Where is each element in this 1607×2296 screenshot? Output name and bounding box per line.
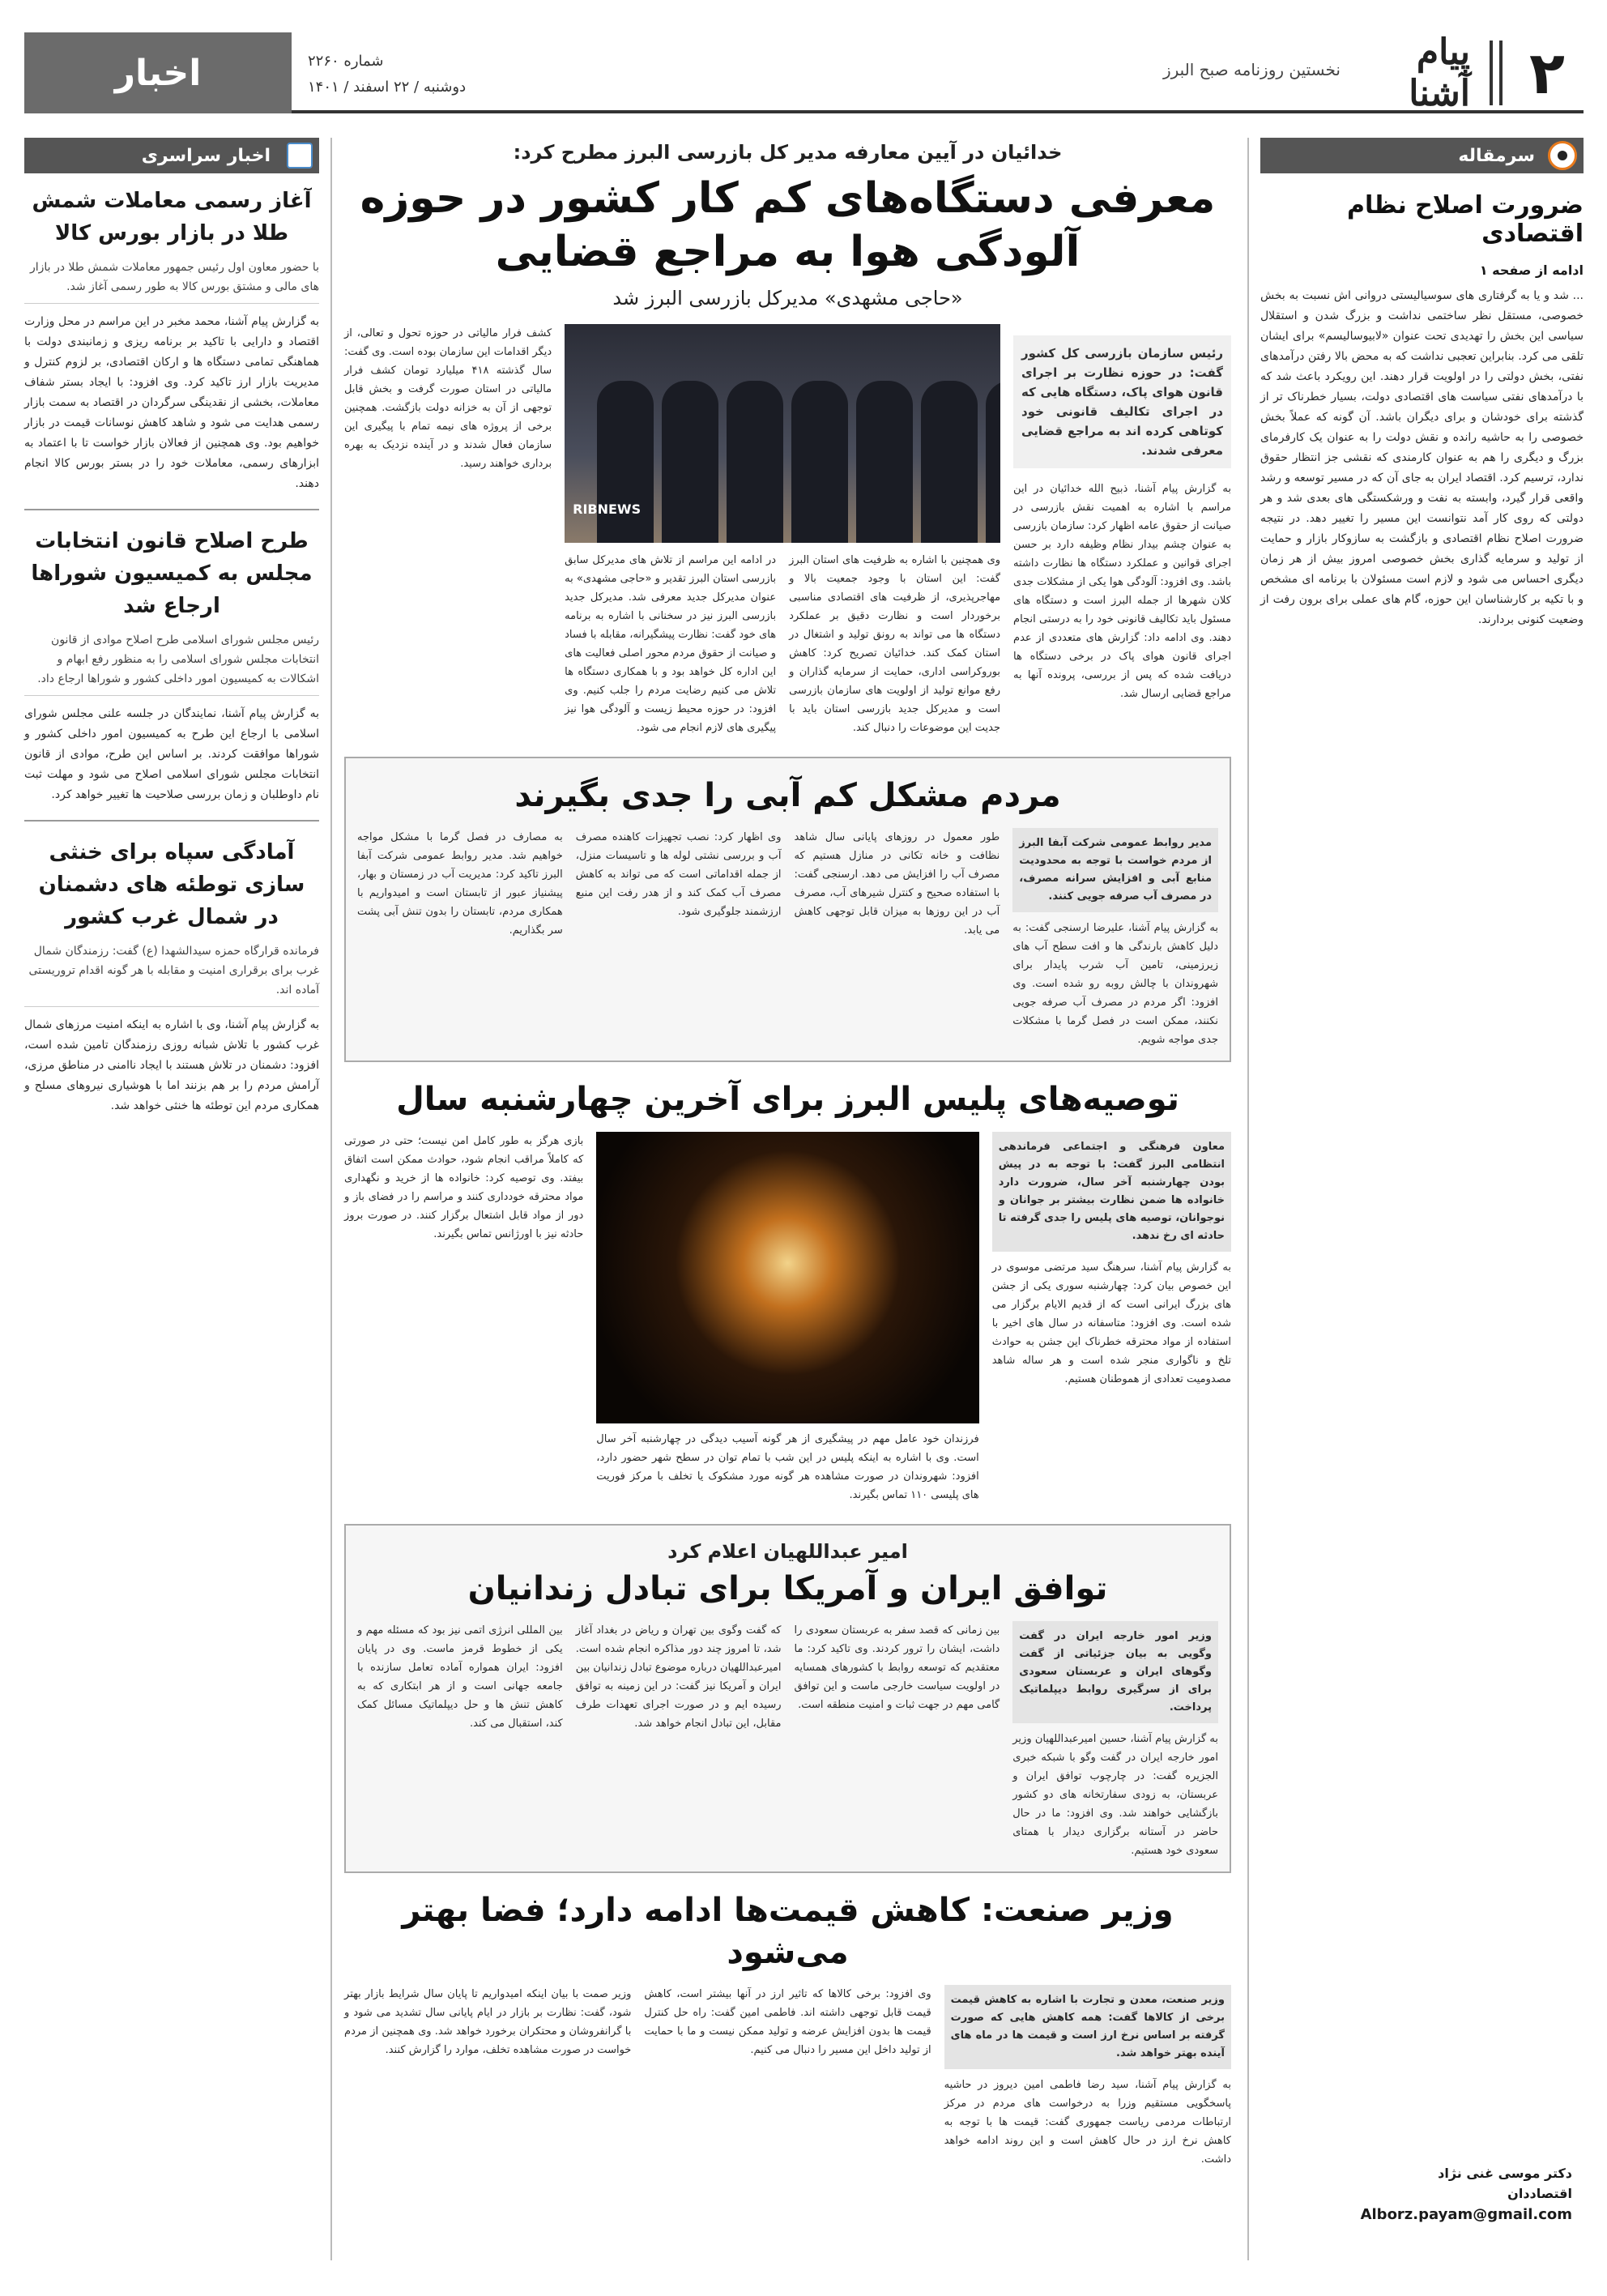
author-block <box>1260 2166 1572 2228</box>
prisoners-col-2: بین زمانی که قصد سفر به عربستان سعودی را داشت، ایشان را ترور کردند. وی تاکید کرد: ما معتقدیم که توسعه روابط با کشورهای همسایه در اولویت سیاست خارجی ماست و این توافق گامی مهم در جهت ثبات و امنیت منطقه است. <box>794 1624 1000 1711</box>
inspection-subhead: «حاجی مشهدی» مدیرکل بازرسی البرز شد <box>612 287 963 309</box>
divider <box>24 820 319 822</box>
police-col-1: به گزارش پیام آشنا، سرهنگ سید مرتضی موسوی در این خصوص بیان کرد: چهارشنبه سوری یکی از جشن های بزرگ ایرانی است که از قدیم الایام برگزار می شده است. وی افزود: متاسفانه در سال های اخیر با استفاده از مواد محترقه خطرناک این جشن به حوادث تلخ و ناگواری منجر شده است و هر ساله شاهد مصدومیت تعدادی از هموطنان هستیم. <box>991 1261 1231 1385</box>
photo-credit: RIBNEWS <box>573 501 642 517</box>
notebook-icon <box>287 143 313 169</box>
person-silhouette <box>791 381 848 543</box>
inspection-body <box>344 324 1231 737</box>
election-story-lead: رئیس مجلس شورای اسلامی طرح اصلاح موادی از قانون انتخابات مجلس شورای اسلامی را به منظور رفع ابهام و اشکالات به کمیسیون امور داخلی کشور و شوراها ارجاع داد. <box>24 630 319 696</box>
industry-story <box>344 1889 1231 2169</box>
gold-story-lead: با حضور معاون اول رئیس جمهور معاملات شمش طلا در بازار های مالی و مشتق بورس کالا به طور رسمی آغاز شد. <box>24 258 319 304</box>
industry-lead: وزیر صنعت، معدن و تجارت با اشاره به کاهش قیمت برخی از کالاها گفت: همه کاهش هایی که صورت گرفته بر اساس نرخ ارز است و قیمت ها در ماه های آینده بهتر خواهد شد. <box>944 1985 1231 2069</box>
water-col-1: به گزارش پیام آشنا، علیرضا ارسنجی گفت: به دلیل کاهش بارندگی ها و افت سطح آب های زیرزمینی، تامین آب شرب پایدار برای شهروندان با چالش روبه رو شده است. وی افزود: اگر مردم در مصرف آب صرفه جویی نکنند، ممکن است در فصل گرما با مشکلات جدی مواجه شویم. <box>1012 922 1218 1046</box>
water-headline: مردم مشکل کم آبی را جدی بگیرند <box>514 777 1061 814</box>
prisoners-kicker: امیر عبداللهیان اعلام کرد <box>667 1540 908 1563</box>
police-lead: معاون فرهنگی و اجتماعی فرماندهی انتظامی البرز گفت: با توجه به در پیش بودن چهارشنبه آخر سال، ضرورت دارد خانواده ها ضمن نظارت بیشتر بر جوانان و نوجوانان، توصیه های پلیس را جدی گرفته تا حادثه ای رخ ندهد. <box>992 1132 1231 1252</box>
prisoners-headline: توافق ایران و آمریکا برای تبادل زندانیان <box>467 1570 1108 1607</box>
fire-spinning-photo <box>596 1132 978 1423</box>
industry-col-2: وی افزود: برخی کالاها که تاثیر ارز در آنها بیشتر است، کاهش قیمت قابل توجهی داشته اند. فاطمی امین گفت: راه حل کنترل قیمت ها بدون افزایش عرضه و تولید ممکن نیست و ما با حمایت از تولید داخل این مسیر را دنبال می کنیم. <box>644 1988 931 2056</box>
election-story-title: طرح اصلاح قانون انتخابات مجلس به کمیسیون شوراها ارجاع شد <box>31 529 313 618</box>
editorial-tag <box>1260 138 1584 173</box>
section-label: اخبار <box>24 32 292 113</box>
inspection-kicker: خدائیان در آیین معارفه مدیر کل بازرسی البرز مطرح کرد: <box>513 141 1063 164</box>
eye-icon <box>1548 141 1577 170</box>
national-news-column <box>24 138 332 2260</box>
police-headline: توصیه‌های پلیس البرز برای آخرین چهارشنبه سال <box>396 1081 1179 1118</box>
inspection-story <box>344 141 1231 737</box>
gold-story-title: آغاز رسمی معاملات شمش طلا در بازار بورس کالا <box>32 189 312 245</box>
continued-label: ادامه از صفحه ۱ <box>1479 262 1584 278</box>
contact-email[interactable]: Alborz.payam@gmail.com <box>1360 2206 1572 2223</box>
industry-col-1: به گزارش پیام آشنا، سید رضا فاطمی امین دیروز در حاشیه پاسخگویی مستقیم وزرا به درخواست های مردم در مرکز ارتباطات مردمی ریاست جمهوری گفت: قیمت ها با توجه به کاهش نرخ ارز در حال کاهش است و این روند ادامه خواهد داشت. <box>944 2079 1231 2166</box>
masthead <box>24 32 1584 113</box>
page-number: ۲ <box>1529 39 1565 107</box>
industry-col-3: وزیر صمت با بیان اینکه امیدواریم تا پایان سال شرایط بازار بهتر شود، گفت: نظارت بر بازار در ایام پایانی سال تشدید می شود و با گرانفروشان و محتکران برخورد خواهد شد. وی همچنین از مردم خواست در صورت مشاهده تخلف، موارد را گزارش کنند. <box>344 1988 632 2056</box>
newspaper-logo: پیام آشنا <box>1409 32 1470 114</box>
inspection-col-3: در ادامه این مراسم از تلاش های مدیرکل سابق بازرسی استان البرز تقدیر و «حاجی مشهدی» به عنوان مدیرکل جدید معرفی شد. مدیرکل جدید بازرسی البرز نیز در سخنانی با اشاره به برنامه های خود گفت: نظارت پیشگیرانه، مقابله با فساد و صیانت از حقوق مردم محور اصلی فعالیت های این اداره کل خواهد بود و با همکاری دستگاه ها تلاش می کنیم رضایت مردم را جلب کنیم. وی افزود: در حوزه محیط زیست و آلودگی هوا نیز پیگیری های لازم انجام می شود. <box>565 554 777 734</box>
person-silhouette <box>986 381 1000 543</box>
prisoners-col-3: که گفت وگوی بین تهران و ریاض در بغداد آغاز شد، تا امروز چند دور مذاکره انجام شده است. امیرعبداللهیان درباره موضوع تبادل زندانیان بین ایران و آمریکا نیز گفت: در این زمینه به توافق رسیده ایم و در صورت اجرای تعهدات طرف مقابل، این تبادل انجام خواهد شد. <box>575 1624 782 1730</box>
author-name: دکتر موسی غنی نژاد <box>1438 2166 1572 2181</box>
main-stories <box>344 138 1231 2260</box>
prisoners-col-4: بین المللی انرژی اتمی نیز بود که مسئله مهم و یکی از خطوط قرمز ماست. وی در پایان افزود: ایران همواره آماده تعامل سازنده با جامعه جهانی است و از هر ابتکاری که به کاهش تنش ها و حل دیپلماتیک مسائل کمک کند، استقبال می کند. <box>357 1624 563 1730</box>
prisoners-lead: وزیر امور خارجه ایران در گفت وگویی به بیان جزئیاتی از گفت وگوهای ایران و عربستان سعودی برای از سرگیری روابط دیپلماتیک پرداخت. <box>1012 1621 1218 1723</box>
inspection-col-4: کشف فرار مالیاتی در حوزه تحول و تعالی، از دیگر اقدامات این سازمان بوده است. وی گفت: سال گذشته ۴۱۸ میلیارد تومان کشف فرار مالیاتی در استان صورت گرفت و بخش قابل توجهی از آن به خزانه دولت بازگشت. همچنین برخی از پروژه های نیمه تمام با پیگیری این سازمان فعال شدند و در آینده نزدیک به بهره برداری خواهند رسید. <box>344 327 552 470</box>
water-col-3: وی اظهار کرد: نصب تجهیزات کاهنده مصرف آب و بررسی نشتی لوله ها و تاسیسات منزل، از جمله اقداماتی است که می تواند به کاهش مصرف آب کمک کند و از هدر رفت این منبع ارزشمند جلوگیری شود. <box>575 831 782 918</box>
person-silhouette <box>662 381 718 543</box>
water-col-2: طور معمول در روزهای پایانی سال شاهد نظافت و خانه تکانی در منازل هستیم که مصرف آب را افزایش می دهد. ارسنجی گفت: با استفاده صحیح و کنترل شیرهای آب، مصرف آب در این روزها به میزان قابل توجهی کاهش می یابد. <box>794 831 1000 937</box>
irgc-story-lead: فرمانده قرارگاه حمزه سیدالشهدا (ع) گفت: رزمندگان شمال غرب برای برقراری امنیت و مقابله با هر گونه اقدام تروریستی آماده اند. <box>24 941 319 1007</box>
water-story <box>344 757 1231 1062</box>
prisoners-col-1: به گزارش پیام آشنا، حسین امیرعبداللهیان وزیر امور خارجه ایران در گفت وگو با شبکه خبری الجزیره گفت: در چارچوب توافق ایران و عربستان، به زودی سفارتخانه های دو کشور بازگشایی خواهند شد. وی افزود: ما در حال حاضر در آستانه برگزاری دیدار با همتای سعودی خود هستیم. <box>1012 1733 1218 1857</box>
irgc-story-title: آمادگی سپاه برای خنثی سازی توطئه های دشمنان در شمال غرب کشور <box>38 840 305 929</box>
author-role: اقتصاددان <box>1507 2186 1572 2201</box>
officials-photo <box>565 324 1000 543</box>
person-silhouette <box>921 381 978 543</box>
newspaper-page <box>24 32 1584 2268</box>
issue-info <box>308 49 486 100</box>
issue-date: دوشنبه / ۲۲ اسفند / ۱۴۰۱ <box>308 79 467 96</box>
water-col-4: به مصارف در فصل گرما با مشکل مواجه خواهیم شد. مدیر روابط عمومی شرکت آبفا البرز تاکید کرد: مدیریت آب در زمستان و بهار، پیشنیاز عبور از تابستان است و امیدواریم با همکاری مردم، تابستان را بدون تنش آبی پشت سر بگذاریم. <box>357 831 563 937</box>
person-silhouette <box>856 381 913 543</box>
inspection-headline: معرفی دستگاه‌های کم کار کشور در حوزه آلودگی هوا به مراجع قضایی <box>360 174 1216 276</box>
editorial-tag-label: سرمقاله <box>1458 145 1535 166</box>
police-story <box>344 1078 1231 1504</box>
person-silhouette <box>727 381 783 543</box>
inspection-lead: رئیس سازمان بازرسی کل کشور گفت: در حوزه نظارت بر اجرای قانون هوای پاک، دستگاه هایی که در اجرای تکالیف قانونی خود کوتاهی کرده اند به مراجع قضایی معرفی شدند. <box>1013 335 1231 468</box>
masthead-bars <box>1490 41 1503 105</box>
editorial-title: ضرورت اصلاح نظام اقتصادی <box>1346 191 1584 248</box>
election-story-body: به گزارش پیام آشنا، نمایندگان در جلسه علنی مجلس شورای اسلامی با ارجاع این طرح به کمیسیون امور داخلی کشور و شوراها موافقت کردند. بر اساس این طرح، موادی از قانون انتخابات مجلس شورای اسلامی اصلاح می شود و مهلت ثبت نام داوطلبان و زمان بررسی صلاحیت ها تغییر خواهد کرد. <box>24 707 319 801</box>
industry-headline: وزیر صنعت: کاهش قیمت‌ها ادامه دارد؛ فضا بهتر می‌شود <box>402 1892 1174 1971</box>
editorial-column <box>1247 138 1584 2260</box>
national-news-tag-label: اخبار سراسری <box>141 145 271 166</box>
national-news-tag <box>24 138 319 173</box>
editorial-body: ... شد و یا به گرفتاری های سوسیالیستی دروانی اش نسبت به بخش خصوصی، مستقل نظر ساختمی نداشت و بزرگ شدن و استقلال سیاسی این بخش را تهدیدی تحت عنوان «لابیوسالیسم» برای ایشان تلقی می کرد. بنابراین تعجبی نداشت که به محض بالا رفتن درآمدهای نفتی، بخش دولتی را در اولویت قرار دهند. این رویکرد باعث شد که با درآمدهای نفتی سیاست های اقتصادی دولت، بسیار خطرناک تر از گذشته برای خودشان و برای دیگران باشد. آن گونه که عملاً بخش خصوصی را به حاشیه رانده و نقش دولت را به عنوان یک کارفرمای بزرگ و دیگری را هم به عنوان کارمندی که نقشی جز انتظار حقوق ندارد، ترسیم کرد. اقتصاد ایران به جای آن که در مسیر توسعه و رشد واقعی قرار گیرد، وابسته به نفت و ورشکستگی های بعدی شد و هر دولتی که روی کار آمد نتوانست این مسیر را تغییر دهد. در نتیجه ضرورت اصلاح نظام اقتصادی و بازگشت به سازوکار بازار و حمایت از تولید و سرمایه گذاری بخش خصوصی امروز بیش از هر زمان دیگری احساس می شود و لازم است مسئولان با برنامه ای مشخص و با تکیه بر کارشناسان این حوزه، گام های عملی برای برون رفت از وضعیت کنونی بردارند. <box>1260 289 1584 626</box>
inspection-col-1: به گزارش پیام آشنا، ذبیح الله خدائیان در این مراسم با اشاره به اهمیت نقش بازرسی در صیانت از حقوق عامه اظهار کرد: سازمان بازرسی به عنوان چشم بیدار نظام وظیفه دارد بر حسن اجرای قوانین و عملکرد دستگاه ها نظارت داشته باشد. وی افزود: آلودگی هوا یکی از مشکلات جدی کلان شهرها از جمله البرز است و دستگاه های مسئول باید تکالیف قانونی خود را به درستی انجام دهند. وی ادامه داد: گزارش های متعددی از عدم اجرای قانون هوای پاک در برخی دستگاه ها دریافت شده که پس از بررسی، پرونده آنها به مراجع قضایی ارسال شد. <box>1013 483 1231 700</box>
gold-story-body: به گزارش پیام آشنا، محمد مخبر در این مراسم در محل وزارت اقتصاد و دارایی با تاکید بر برنامه ریزی و زمانبندی دولت با هماهنگی تمامی دستگاه ها و ارکان اقتصادی، بر لزوم کنترل و مدیریت بازار ارز تاکید کرد. وی افزود: با ایجاد بستر شفاف معاملات، بخشی از نقدینگی سرگردان در اقتصاد به سمت بازار رسمی هدایت می شود و شاهد کاهش نوسانات قیمت در بازار خواهیم بود. وی همچنین از فعالان بازار خواست تا با اعتماد به ابزارهای رسمی، معاملات خود را در بستر بورس کالا انجام دهند. <box>24 315 319 490</box>
water-lead: مدیر روابط عمومی شرکت آبفا البرز از مردم خواست با توجه به محدودیت منابع آبی و افزایش سرانه مصرف، در مصرف آب صرفه جویی کنند. <box>1012 828 1218 912</box>
issue-number: شماره ۲۲۶۰ <box>308 53 384 70</box>
prisoners-story <box>344 1524 1231 1873</box>
newspaper-tagline: نخستین روزنامه صبح البرز <box>1162 60 1341 79</box>
inspection-col-2: وی همچنین با اشاره به ظرفیت های استان البرز گفت: این استان با وجود جمعیت بالا و مهاجرپذیری، از ظرفیت های اقتصادی مناسبی برخوردار است و نظارت دقیق بر عملکرد دستگاه ها می تواند به رونق تولید و اشتغال در استان کمک کند. خدائیان تصریح کرد: کاهش بوروکراسی اداری، حمایت از سرمایه گذاران و رفع موانع تولید از اولویت های سازمان بازرسی است و مدیرکل جدید بازرسی استان باید با جدیت این موضوعات را دنبال کند. <box>789 554 1001 734</box>
person-silhouette <box>597 381 654 543</box>
divider <box>24 509 319 510</box>
police-col-2: فرزندان خود عامل مهم در پیشگیری از هر گونه آسیب دیدگی در چهارشنبه آخر سال است. وی با اشاره به اینکه پلیس در این شب با تمام توان در سطح شهر حضور دارد، افزود: شهروندان در صورت مشاهده هر گونه مورد مشکوک یا تخلف با مرکز فوریت های پلیسی ۱۱۰ تماس بگیرند. <box>596 1433 979 1501</box>
police-col-3: بازی هرگز به طور کامل امن نیست؛ حتی در صورتی که کاملاً مراقب انجام شود، حوادث ممکن است اتفاق بیفتد. وی توصیه کرد: خانواده ها از خرید و نگهداری مواد محترقه خودداری کنند و مراسم را در فضای باز و دور از مواد قابل اشتعال برگزار کنند. در صورت بروز حادثه نیز با اورژانس تماس بگیرند. <box>344 1135 584 1240</box>
irgc-story-body: به گزارش پیام آشنا، وی با اشاره به اینکه امنیت مرزهای شمال غرب کشور با تلاش شبانه روزی رزمندگان تامین شده است، افزود: دشمنان در تلاش هستند با ایجاد ناامنی در مناطق مرزی، آرامش مردم را بر هم بزنند اما با هوشیاری نیروهای مسلح و همکاری مردم این توطئه ها خنثی خواهد شد. <box>24 1018 319 1112</box>
